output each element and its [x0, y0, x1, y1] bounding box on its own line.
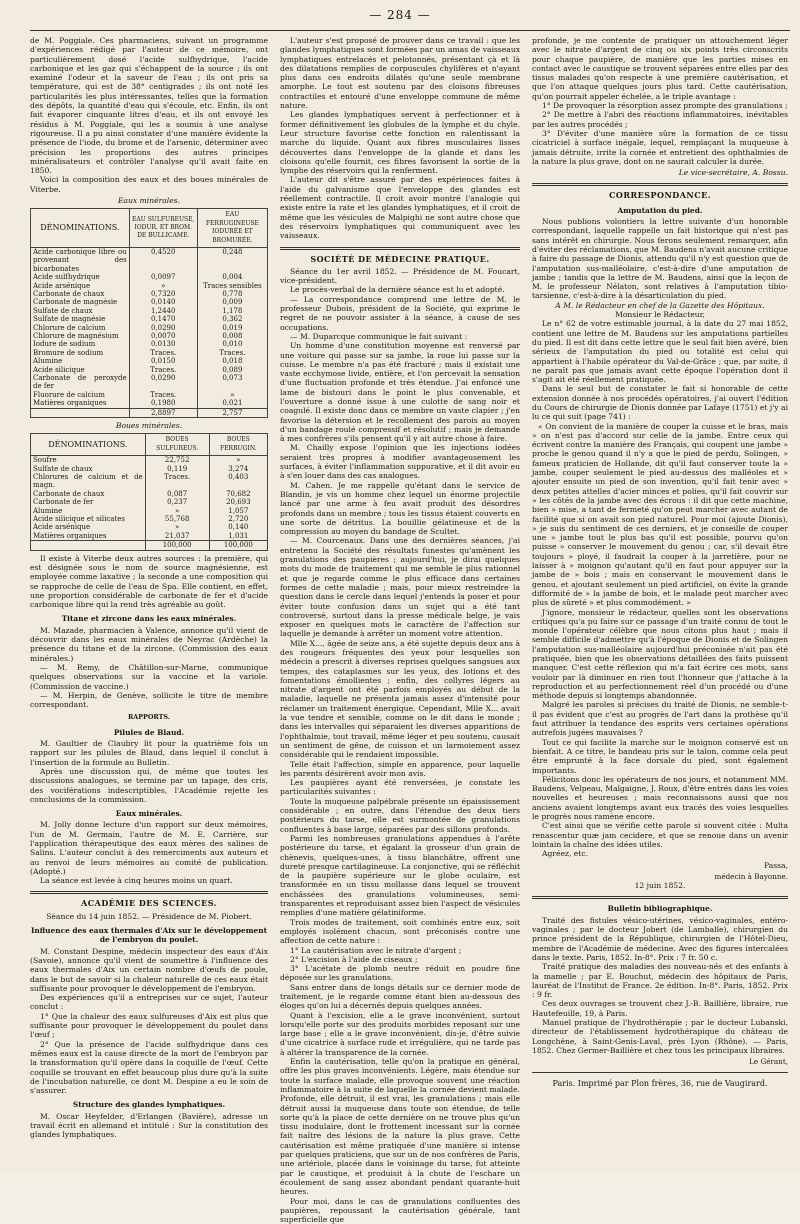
- total-value: [31, 408, 130, 417]
- table-row: [31, 349, 268, 357]
- row-label: Carbonate de chaux: [31, 290, 130, 298]
- paragraph: Malgré les paroles si précises du traité de Dionis, ne semble-t-il pas évident que c'est au progrès de l'art dans la prothèse qu'il faut attribuer la tendance des esprits vers certaines opérations autrefois jugées mauvaises ?: [532, 700, 788, 738]
- row-label: Acide arsénique: [31, 523, 146, 531]
- cell-value: 0,0140: [129, 298, 197, 306]
- row-label: Chlorures de calcium et de magn.: [31, 473, 146, 490]
- cell-value: 0,087: [145, 490, 209, 498]
- paragraph: M. Oscar Heyfelder, d'Erlangen (Bavière), adresse un travail écrit en allemand et intitulé : Sur la constitution des glandes lymphatiques.: [30, 1111, 268, 1140]
- total-value: [31, 541, 146, 550]
- cell-value: 0,008: [197, 332, 267, 340]
- paragraph: Telle était l'affection, simple en apparence, pour laquelle les parents désirèrent avoir mon avis.: [280, 759, 520, 778]
- column-header: DÉNOMINATIONS.: [31, 434, 146, 456]
- section-heading: Influence des eaux thermales d'Aix sur le développement de l'embryon du poulet.: [30, 926, 268, 945]
- paragraph: Les paupières ayant été renversées, je constate les particularités suivantes :: [280, 778, 520, 797]
- cell-value: 3,274: [209, 465, 267, 473]
- cell-value: 0,0150: [129, 357, 197, 365]
- table-body: [31, 247, 268, 417]
- table-row: [31, 473, 268, 490]
- row-label: Chlorure de calcium: [31, 324, 130, 332]
- cell-value: 0,140: [209, 523, 267, 531]
- row-label: Fluorure de calcium: [31, 391, 130, 399]
- column-2: [280, 36, 520, 1224]
- table-row: [31, 307, 268, 315]
- cell-value: 0,004: [197, 273, 267, 281]
- cell-value: »: [145, 507, 209, 515]
- signature: Passa,: [763, 860, 788, 870]
- section-heading: Pilules de Blaud.: [113, 727, 185, 737]
- cell-value: 0,362: [197, 315, 267, 323]
- cell-value: 70,682: [209, 490, 267, 498]
- paragraph: M. Chailly expose l'opinion que les injections iodées seraient très propres à modifier avantageusement les surfaces, à éviter l'inflammation suppurative, et il dit avoir eu à s'en louer dans des cas analogues.: [280, 443, 520, 481]
- paragraph: 2° Que la présence de l'acide sulfhydrique dans ces mêmes eaux est la cause directe de la mort de l'embryon par la transformation qu'il opère dans la coquille de l'œuf. Cette coquille se trouvant en effet beaucoup plus dure qu'à la suite de l'incubation naturelle, ce dont M. Despine a eu le soin de s'assurer.: [30, 1039, 268, 1096]
- column-header: EAU SULFUREUSE, IODUR. ET BROM. DE BULLICAME.: [129, 209, 197, 248]
- column-3: [532, 36, 788, 1156]
- table-row: [31, 332, 268, 340]
- table-row: [31, 366, 268, 374]
- paragraph: Pour moi, dans le cas de granulations confluentes des paupières, repoussant la cautérisation générale, tant superficielle que: [280, 1196, 520, 1224]
- paragraph: 2° De mettre à l'abri des réactions inflammatoires, inévitables par les autres procédés ;: [532, 110, 788, 129]
- table-row: [31, 498, 268, 506]
- section-heading: RAPPORTS.: [127, 713, 170, 722]
- paragraph: Voici la composition des eaux et des boues minérales de Viterbe.: [30, 175, 268, 194]
- paragraph: 2° L'excision à l'aide de ciseaux ;: [290, 954, 418, 964]
- cell-value: 0,237: [145, 498, 209, 506]
- quotation: « On convient de la manière de couper la cuisse et le bras, mais » on n'est pas d'accord sur celle de la jambe. Entre ceux qui écrivent contre la manière des Français, qui coupent une jambe » proche le genou quand il n'y a que le pied de perdu, Solingen, » fameux praticien de Hollande, dit qu'il faut conserver toute la » jambe, couper seulement le pied au-dessus des malléoles et » ajouter ensuite un pied de son invention, qu'il fait tenir avec » deux petites attelles d'acier minces et polies, qu'il fait couvrir sur » les côtés de la jambe avec des écrous : il dit que cette machine, bien » mise, a tant de fermeté qu'on peut marcher avec autant de facilité que si on avait son pied naturel. Pour moi (ajoute Dionis), » je suis du sentiment de ces derniers, et je conseille de couper une » jambe tout le plus bas qu'il est possible, pourvu qu'on puisse » conserver le mouvement du genou ; car, s'il devait être toujours » ployé, il faudrait la couper à la jarretière, pour ne laisser à » moignon qu'autant qu'il en faut pour appuyer sur la jambe de » bois ; mais en conservant le mouvement dans le genou, et ajoutant seulement un pied artificiel, on évite la grande difformité de » la jambe de bois, et le malade peut marcher avec plus de sûreté » et plus commodément. »: [532, 421, 788, 608]
- cell-value: Traces.: [145, 473, 209, 490]
- row-label: Matières organiques: [31, 532, 146, 541]
- column-header: BOUES FERRUGIN.: [209, 434, 267, 456]
- table-header-row: [31, 209, 268, 248]
- total-row: [31, 541, 268, 550]
- cell-value: 2,720: [209, 515, 267, 523]
- row-label: Bromure de sodium: [31, 349, 130, 357]
- cell-value: 1,031: [209, 532, 267, 541]
- paragraph: — M. Remy, de Châtillon-sur-Marne, communique quelques observations sur la vaccine et la variole. (Commission de vaccine.): [30, 662, 268, 691]
- paragraph: L'auteur dit s'être assuré par des expériences faites à l'aide du galvanisme que l'enveloppe des glandes est réellement contractile. Il croit avoir montré l'analogie qui existe entre la rate et les glandes lymphatiques, et il croit de même que les vésicules de Malpighi ne sont autre chose que des réservoirs lymphatiques qui communiquent avec les vaisseaux.: [280, 175, 520, 241]
- paragraph: Nous publions volontiers la lettre suivante d'un honorable correspondant, laquelle rappelle un fait historique qui n'est pas sans intérêt en chirurgie. Nous ferons seulement remarquer, afin d'éviter des réclamations, que M. Baudens n'avait aucune critique à faire du passage de Dionis, attendu qu'il n'y est question que de l'amputation sus-malléolaire, c'est-à-dire d'une amputation de jambe ; tandis que la lettre de M. Baudens, ainsi que la leçon de M. le professeur Nélaton, sont relatives à l'amputation tibio-tarsienne, c'est-à-dire à la désarticulation du pied.: [532, 217, 788, 301]
- paragraph: Dans le seul but de constater le fait si honorable de cette extension donnée à nos procédés opératoires, j'ai ouvert l'édition du Cours de chirurgie de Dionis donnée par Lafaye (1751) et j'y ai lu ce qui suit (page 741) :: [532, 384, 788, 422]
- section-title: CORRESPONDANCE.: [608, 190, 711, 201]
- session-line: Séance du 14 juin 1852. — Présidence de M. Piobert.: [46, 911, 252, 921]
- paragraph: Des expériences qu'il a entreprises sur ce sujet, l'auteur conclut :: [30, 993, 268, 1012]
- column-header: EAU FERRUGINEUSE IODURÉE ET BROMURÉE.: [197, 209, 267, 248]
- table-header-row: [31, 434, 268, 456]
- paragraph: Les glandes lymphatiques servent à perfectionner et à former définitivement les globules de la lymphe et du chyle. Leur structure favorise cette fonction en ralentissant la marche du liquide. Quant aux fibres musculaires lisses découvertes dans l'enveloppe de la glande et dans les cloisons qu'elle fournit, ces fibres favorisent la sortie de la lymphe des réservoirs qui la renferment.: [280, 110, 520, 176]
- paragraph: M. Gaultier de Claubry lit pour la quatrième fois un rapport sur les pilules de Blaud, dans lequel il conclut à l'insertion de la formule au Bulletin.: [30, 739, 268, 767]
- table-body: [31, 456, 268, 550]
- table-row: [31, 357, 268, 365]
- table-row: [31, 532, 268, 541]
- paragraph: Agréez, etc.: [542, 849, 589, 859]
- paragraph: M. Jolly donne lecture d'un rapport sur deux mémoires, l'un de M. Germain, l'autre de M. E. Carrière, sur l'application thérapeutique des eaux mères des salines de Salins. L'auteur conclut à des remerciments aux auteurs et au renvoi de leurs mémoires au comité de publication. (Adopté.): [30, 820, 268, 876]
- paragraph: — M. Herpin, de Genève, sollicite le titre de membre correspondant.: [30, 690, 268, 710]
- table-row: [31, 324, 268, 332]
- table-row: [31, 290, 268, 298]
- column-header: BOUES SULFUREUS.: [145, 434, 209, 456]
- table-row: [31, 465, 268, 473]
- cell-value: 0,119: [145, 465, 209, 473]
- cell-value: 21,037: [145, 532, 209, 541]
- row-label: Sulfate de magnésie: [31, 315, 130, 323]
- paragraph: Sans entrer dans de longs détails sur ce dernier mode de traitement, je le regarde comme étant bien au-dessous des éloges qu'on lui a décernés depuis quelques années.: [280, 982, 520, 1011]
- cell-value: 0,1980: [129, 399, 197, 408]
- row-label: Acide silicique: [31, 366, 130, 374]
- row-label: Carbonate de magnésie: [31, 298, 130, 306]
- paragraph: C'est ainsi que se vérifie cette parole si souvent citée : Multa renascentur quæ jam cecidere, et que se renoue dans un avenir lointain la chaîne des idées utiles.: [532, 821, 788, 849]
- table-row: [31, 523, 268, 531]
- paragraph: Parmi les nombreuses granulations appendues à l'arête postérieure du tarse, et égalant la grosseur d'un grain de chènevis, quelques-unes, à tissu blanchâtre, offrent une dureté presque cartilagineuse. La conjonctive, qui se réfléchit de la paupière supérieure sur le globe oculaire, est transformée en un tissu mollasse dans lequel se trouvent enchâssées des granulations volumineuses, semi-transparentes et reproduisant assez bien l'aspect de vésicules remplies d'une matière gélatiniforme.: [280, 833, 520, 918]
- paragraph: Toute la muqueuse palpébrale présente un épaississement considérable ; en outre, dans l'étendue des deux tiers postérieurs du tarse, elle est surmontée de granulations confluentes à base large, séparées par des sillons profonds.: [280, 796, 520, 834]
- cell-value: »: [197, 391, 267, 399]
- total-value: 100,000: [145, 541, 209, 550]
- table-row: [31, 298, 268, 306]
- paragraph: La séance est levée à cinq heures moins un quart.: [40, 876, 233, 886]
- section-heading: Eaux minérales.: [115, 809, 183, 819]
- section-heading: Bulletin bibliographique.: [607, 904, 713, 914]
- page-number: — 284 —: [369, 8, 431, 22]
- cell-value: 1,178: [197, 307, 267, 315]
- gerant-label: Le Gérant,: [749, 1057, 788, 1067]
- paragraph: Un homme d'une constitution moyenne est renversé par une voiture qui passe sur sa jambe, la roue lui passe sur la cuisse. Le membre n'a pas été fracturé ; mais il existait une vaste ecchymose livide, entière, et l'on percevait la sensation d'une fluctuation profonde et très étendue. J'ai enfoncé une lame de bistouri dans le point le plus convenable, et l'ouverture a donné issue à une culotte de sang noir et coagulé. Il existe donc dans ce membre un vaste clapier ; j'en favorise la détersion et le recollement des parois au moyen d'un bandage roulé compressif et résolutif ; mais je demande à mes confrères s'ils pensent qu'il y ait autre chose à faire.: [280, 341, 520, 444]
- paragraph: 3° L'acétate de plomb neutre réduit en poudre fine déposée sur les granulations.: [280, 964, 520, 983]
- printer-line: Paris. Imprimé par Plon frères, 36, rue de Vaugirard.: [552, 1079, 768, 1089]
- paragraph: Mlle X..., âgée de seize ans, a été sujette depuis deux ans à des rougeurs fréquentes des yeux pour lesquelles son médecin a prescrit à diverses reprises quelques sangsues aux tempes, des cataplasmes sur les yeux, des lotions et des fomentations émollientes ; enfin, des collyres légers au nitrate d'argent ont été parfois employés au début de la maladie, laquelle ne présenta jamais assez d'intensité pour réclamer un traitement énergique. Cependant, Mlle X... avait la vue tendre et sensible, comme on le dit dans le monde ; dans les intervalles qui séparaient les diverses apparitions de l'ophthalmie, tout travail, même léger et peu soutenu, causait un sentiment de gêne, de cuisson et un larmoiement assez considérable qui le rendaient impossible.: [280, 638, 520, 760]
- cell-value: 0,0290: [129, 324, 197, 332]
- cell-value: 0,019: [197, 324, 267, 332]
- row-label: Chlorure de magnésium: [31, 332, 130, 340]
- cell-value: Traces.: [129, 349, 197, 357]
- paragraph: 1° La cautérisation avec le nitrate d'argent ;: [290, 945, 462, 955]
- paragraph: J'ignore, monsieur le rédacteur, quelles sont les observations critiques qu'a pu faire sur ce passage d'un traité connu de tout le monde l'opérateur célèbre que nous citons plus haut ; mais il semble difficile d'admettre qu'à l'époque de Dionis et de Solingen l'amputation sus-malléolaire aujourd'hui préconisée n'ait pas été pratiquée, bien que les observations détaillées des faits puissent manquer. C'est cette réflexion qui m'a fait écrire ces mots, sans vouloir par là diminuer en rien tout l'honneur que j'attache à la reproduction et au perfectionnement réel d'un procédé ou d'une méthode depuis si longtemps abandonnée.: [532, 607, 788, 701]
- bibliography-entry: Manuel pratique de l'hydrothérapie ; par le docteur Lubanski, directeur de l'établissement hydrothérapique du château de Longchêne, à Saint-Genis-Laval, près Lyon (Rhône). — Paris, 1852. Chez Germer-Baillière et chez tous les principaux libraires.: [532, 1017, 788, 1055]
- section-title: ACADÉMIE DES SCIENCES.: [81, 898, 217, 909]
- cell-value: 0,009: [197, 298, 267, 306]
- paragraph: 3° D'éviter d'une manière sûre la formation de ce tissu cicatriciel à surface inégale, lequel, remplaçant la muqueuse à jamais détruite, irrite la cornée et entretient des ophthalmies de la nature la plus grave, dont on ne saurait calculer la durée.: [532, 128, 788, 166]
- row-label: Sulfate de chaux: [31, 465, 146, 473]
- cell-value: 0,018: [197, 357, 267, 365]
- signature: Le vice-secrétaire, A. Bossu.: [678, 168, 788, 178]
- paragraph: Le procès-verbal de la dernière séance est lu et adopté.: [290, 285, 505, 295]
- cell-value: 0,089: [197, 366, 267, 374]
- mineral-water-table: [30, 208, 268, 418]
- total-value: 2,757: [197, 408, 267, 417]
- cell-value: 1,2440: [129, 307, 197, 315]
- cell-value: »: [209, 456, 267, 465]
- table-row: [31, 490, 268, 498]
- paragraph: L'auteur s'est proposé de prouver dans ce travail : que les glandes lymphatiques sont formées par un amas de vaisseaux lymphatiques entrelacés et pelotonnés, présentant çà et là des dilatations remplies de corpuscules chylifères et n'ayant plus dans ces endroits dilatés qu'une seule membrane amorphe. Le tout est soutenu par des cloisons fibreuses contractiles et entouré d'une enveloppe commune de même nature.: [280, 36, 520, 111]
- cell-value: 22,752: [145, 456, 209, 465]
- row-label: Carbonate de fer: [31, 498, 146, 506]
- double-rule: [30, 891, 268, 894]
- signature-title: médecin à Bayonne.: [714, 871, 788, 881]
- row-label: Alumine: [31, 507, 146, 515]
- paragraph: de M. Poggiale. Ces pharmaciens, suivant un programme d'expériences rédigé par l'auteur de ce mémoire, ont particulièrement dosé l'acide sulfhydrique, l'acide carbonique et les gaz qui s'échappent de la source ; ils ont examiné l'odeur et la saveur de l'eau ; ils ont pris sa température, qui est de 38° centigrades ; ils ont noté les particularités les plus intéressantes, telles que la formation des dépôts, la quantité d'eau qui s'écoule, etc. Enfin, ils ont fait évaporer cinquante litres d'eau, et ils ont envoyé les résidus à M. Poggiale, qui les a soumis à une analyse rigoureuse. Il a pu ainsi constater d'une manière évidente la présence de l'iode, du brome et de l'arsenic, déterminer avec précision les proportions des autres principes minéralisateurs et contrôler l'analyse qu'il avait faite en 1850.: [30, 36, 268, 176]
- cell-value: 0,010: [197, 340, 267, 348]
- cell-value: Traces.: [129, 366, 197, 374]
- cell-value: 0,7320: [129, 290, 197, 298]
- table-row: [31, 282, 268, 290]
- table1-caption: Eaux minérales.: [117, 196, 181, 206]
- cell-value: 0,0290: [129, 374, 197, 391]
- row-label: Alumine: [31, 357, 130, 365]
- table-row: [31, 391, 268, 399]
- double-rule: [280, 247, 520, 250]
- cell-value: 0,0070: [129, 332, 197, 340]
- row-label: Acide carbonique libre ou provenant des bicarbonates: [31, 247, 130, 273]
- cell-value: 1,057: [209, 507, 267, 515]
- paragraph: Ces deux ouvrages se trouvent chez J.-B. Baillière, libraire, rue Hautefeuille, 19, à Paris.: [532, 999, 788, 1018]
- paragraph: Enfin la cautérisation, telle qu'on la pratique en général, offre les plus graves inconvénients. Légère, mais étendue sur toute la surface malade, elle provoque souvent une réaction inflammatoire à la suite de laquelle la cornée devient malade. Profonde, elle détruit, il est vrai, les granulations ; mais elle détruit aussi la muqueuse dans toute son étendue, de telle sorte qu'à la place de cette dernière on ne trouve plus qu'un tissu inodulaire, dont le frottement incessant sur la cornée fait naître des lésions de la nature la plus grave. Cette cautérisation est même pratiquée d'une manière si intense par quelques praticiens, que sur un de nos confrères de Paris, une artériole, placée dans le voisinage du tarse, fut atteinte par le caustique, et produisit à la chute de l'eschare un écoulement de sang assez abondant pendant quarante-huit heures.: [280, 1057, 520, 1197]
- column-1: [30, 36, 268, 1140]
- total-value: 2,8897: [129, 408, 197, 417]
- paragraph: 1° De provoquer la résorption assez prompte des granulations ;: [542, 101, 788, 111]
- row-label: Acide arsénique: [31, 282, 130, 290]
- cell-value: 0,0097: [129, 273, 197, 281]
- row-label: Soufre: [31, 456, 146, 465]
- row-label: Carbonate de peroxyde de fer: [31, 374, 130, 391]
- section-heading: Structure des glandes lymphatiques.: [72, 1100, 226, 1110]
- column-header: DÉNOMINATIONS.: [31, 209, 130, 248]
- table-row: [31, 399, 268, 408]
- top-rule: [30, 30, 790, 31]
- paragraph: Quant à l'excision, elle a le grave inconvénient, surtout lorsqu'elle porte sur des produits morbides reposant sur une large base ; elle a le grave inconvénient, dis-je, d'être suivie d'une cicatrice à surface rude et irrégulière, qui ne tarde pas à altérer la transparence de la cornée.: [280, 1010, 520, 1057]
- cell-value: 0,778: [197, 290, 267, 298]
- cell-value: 0,0130: [129, 340, 197, 348]
- paragraph: profonde, je me contente de pratiquer un attouchement léger avec le nitrate d'argent de cinq ou six points très circonscrits pour chaque paupière, de manière que les parties mises en contact avec le caustique se trouvent séparées entre elles par des tissus malades qu'on respecte à une première cautérisation, et que l'on attaque quelques jours plus tard. Cette cautérisation, qu'on pourrait appeler échelée, a le triple avantage :: [532, 36, 788, 101]
- double-rule: [532, 896, 788, 899]
- table-row: [31, 340, 268, 348]
- paragraph: — M. Duparcque communique le fait suivant :: [290, 331, 468, 341]
- cell-value: 0,1470: [129, 315, 197, 323]
- paragraph: Le n° 62 de votre estimable journal, à la date du 27 mai 1852, contient une lettre de M. Baudens sur les amputations partielles du pied. Il est dit dans cette lettre que le seul fait bien avéré, bien sérieux de l'amputation du pied ou totalité est celui qui appartient à l'habile opérateur du Val-de-Grâce ; que, par suite, il ne paraît pas que jamais avant cette époque l'opération dont il s'agit ait été réellement pratiquée.: [532, 319, 788, 385]
- row-label: Acide silicique et silicates: [31, 515, 146, 523]
- paragraph: — M. Courcenaux. Dans une des dernières séances, j'ai entretenu la Société des résultats funestes qu'amènent les granulations des paupières ; aujourd'hui, je dirai quelques mots du mode de traitement qui me semble le plus rationnel et que je regarde comme le plus efficace dans certaines formes de cette maladie ; mais, pour mieux restreindre la question dans le cercle dans lequel j'entends la poser et pour éviter toute confusion dans un sujet qui a été tant controversé, surtout dans la presse médicale belge, je vais exposer en quelques mots le caractère de l'affection sur laquelle je demande à arrêter un moment votre attention.: [280, 536, 520, 639]
- table2-caption: Boues minérales.: [115, 421, 183, 431]
- paragraph: Après une discussion qui, de même que toutes les discussions analogues, se termine par un tapage, des cris, des vociférations indescriptibles, l'Académie rejette les conclusions de la commission.: [30, 766, 268, 804]
- paragraph: M. Constant Despine, médecin inspecteur des eaux d'Aix (Savoie), annonce qu'il vient de soumettre à l'influence des eaux thermales d'Aix un certain nombre d'œufs de poule, dans le but de savoir si la chaleur naturelle de ces eaux était suffisante pour provoquer le développement de l'embryon.: [30, 946, 268, 993]
- table-row: [31, 456, 268, 465]
- row-label: Sulfate de chaux: [31, 307, 130, 315]
- cell-value: 0,248: [197, 247, 267, 273]
- section-heading: Amputation du pied.: [617, 205, 703, 215]
- paragraph: M. Cahen. Je me rappelle qu'étant dans le service de Blandin, je vis un homme chez lequel un énorme projectile lancé par une arme à feu avait produit des désordres profonds dans un membre ; tous les tissus étaient couverts en une sorte de détritus. La bouillie gélatineuse et de la compression au moyen du bandage de Scultet.: [280, 480, 520, 537]
- cell-value: Traces.: [129, 391, 197, 399]
- paragraph: 1° Que la chaleur des eaux sulfureuses d'Aix est plus que suffisante pour provoquer le développement du poulet dans l'œuf ;: [30, 1011, 268, 1040]
- cell-value: 0,073: [197, 374, 267, 391]
- cell-value: »: [129, 282, 197, 290]
- bibliography-entry: Traité des fistules vésico-utérines, vésico-vaginales, entéro-vaginales ; par le docteur Jobert (de Lamballe), chirurgien du prince président de la République, chirurgien de l'Hôtel-Dieu, membre de l'Académie de médecine. Avec des figures intercalées dans le texte. Paris, 1852. In-8°. Prix : 7 fr. 50 c.: [532, 915, 788, 962]
- double-rule: [532, 183, 788, 186]
- row-label: Matières organiques: [31, 399, 130, 408]
- paragraph: Il existe à Viterbe deux autres sources : la première, qui est désignée sous le nom de source magnésienne, est employée comme laxative ; la seconde a une composition qui se rapproche de celle de l'eau de Spa. Elle contient, en effet, une proportion considérable de carbonate de fer et d'acide carbonique libre qui la rend très agréable au goût.: [30, 553, 268, 610]
- total-value: 100,000: [209, 541, 267, 550]
- table-row: [31, 515, 268, 523]
- table-row: [31, 507, 268, 515]
- bibliography-entry: Traité pratique des maladies des nouveau-nés et des enfants à la mamelle ; par E. Bouchut, médecin des hôpitaux de Paris, lauréat de l'Institut de France. 2e édition. In-8°. Paris, 1852. Prix : 9 fr.: [532, 962, 788, 1000]
- session-line: Séance du 1er avril 1852. — Présidence de M. Foucart, vice-président.: [280, 266, 520, 286]
- paragraph: — La correspondance comprend une lettre de M. le professeur Dubois, président de la Société, qui exprime le regret de ne pouvoir assister à la séance, à cause de ses occupations.: [280, 294, 520, 332]
- table-row: [31, 273, 268, 281]
- section-heading: Titane et zircone dans les eaux minérales.: [61, 614, 237, 624]
- cell-value: 0,403: [209, 473, 267, 490]
- section-title: SOCIÉTÉ DE MÉDECINE PRATIQUE.: [310, 253, 490, 264]
- table-row: [31, 374, 268, 391]
- cell-value: 55,768: [145, 515, 209, 523]
- cell-value: 20,693: [209, 498, 267, 506]
- table-row: [31, 247, 268, 273]
- cell-value: Traces sensibles: [197, 282, 267, 290]
- paragraph: Félicitons donc les opérateurs de nos jours, et notamment MM. Baudens, Velpeau, Malgaigne, J. Roux, d'être entrés dans les voies nouvelles et heureuses ; mais reconnaissons aussi que nos anciens avaient longtemps avant eux tracés des voies lesquelles le progrès nous ramène encore.: [532, 774, 788, 822]
- paragraph: Tout ce qui facilite la marche sur le moignon conservé est un bienfait. A ce titre, le bandeau pris sur le talon, comme cela peut être emprunté à la face dorsale du pied, sont également importants.: [532, 737, 788, 775]
- paragraph: Trois modes de traitement, soit combinés entre eux, soit employés isolément chacun, sont préconisés contre une affection de cette nature :: [280, 917, 520, 946]
- cell-value: 0,4520: [129, 247, 197, 273]
- paragraph: M. Mazade, pharmacien à Valence, annonce qu'il vient de découvrir dans les eaux minérales de Neyrac (Ardèche) la présence du titane et de la zircone. (Commission des eaux minérales.): [30, 625, 268, 663]
- row-label: Carbonate de chaux: [31, 490, 146, 498]
- rule: [532, 1072, 788, 1073]
- cell-value: 0,021: [197, 399, 267, 408]
- row-label: Iodure de sodium: [31, 340, 130, 348]
- cell-value: Traces.: [197, 349, 267, 357]
- letter-address: A M. le Rédacteur en chef de la Gazette des Hôpitaux.: [555, 300, 765, 310]
- table-row: [31, 315, 268, 323]
- cell-value: »: [145, 523, 209, 531]
- total-row: [31, 408, 268, 417]
- mineral-mud-table: [30, 433, 268, 550]
- letter-salutation: Monsieur le Rédacteur,: [615, 310, 705, 320]
- row-label: Acide sulfhydrique: [31, 273, 130, 281]
- letter-date: 12 juin 1852.: [634, 881, 686, 891]
